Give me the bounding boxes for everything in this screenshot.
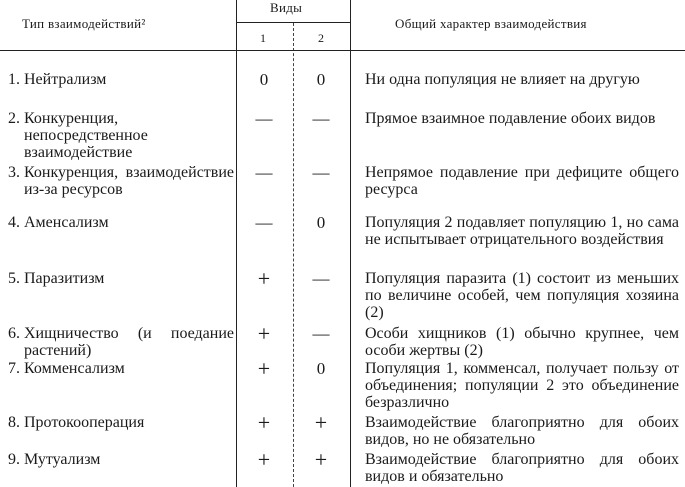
species-1-effect: —	[255, 163, 273, 182]
species-2-effect: +	[314, 410, 328, 435]
row-number: 3.	[8, 164, 20, 181]
column-divider	[350, 0, 351, 487]
species-1-header: 1	[260, 31, 267, 45]
species-2-effect: —	[312, 324, 330, 343]
row-number: 6.	[8, 325, 20, 342]
character-column-header: Общий характер взаимодействия	[395, 16, 587, 31]
header-bottom-rule	[0, 50, 685, 51]
species-1-effect: +	[257, 266, 271, 291]
species-2-effect: —	[312, 269, 330, 288]
species-2-effect: 0	[316, 70, 326, 89]
species-2-effect: —	[312, 163, 330, 182]
interaction-type: Протокооперация	[24, 414, 145, 431]
interaction-description: Особи хищников (1) обычно крупнее, чем особи жертвы (2)	[365, 325, 679, 359]
interaction-description: Ни одна популяция не влияет на другую	[365, 71, 640, 88]
species-1-effect: 0	[259, 70, 269, 89]
species-1-effect: +	[257, 356, 271, 381]
header-divider	[236, 22, 350, 23]
row-number: 7.	[8, 360, 20, 377]
interaction-description: Прямое взаимное подавление обоих видов	[365, 110, 656, 127]
interaction-description: Популяция паразита (1) состоит из меньших по величине особей, чем популяция хозяина (2)	[365, 270, 679, 321]
row-number: 5.	[8, 270, 20, 287]
column-divider	[236, 0, 237, 487]
interaction-type: Конкуренция, взаимодействие из-за ресурсов	[24, 164, 234, 198]
row-number: 2.	[8, 110, 20, 127]
interaction-description: Взаимодействие благоприятно для обоих видов и обязательно	[365, 451, 679, 485]
interaction-description: Взаимодействие благоприятно для обоих видов, но не обязательно	[365, 414, 679, 448]
species-1-effect: +	[257, 447, 271, 472]
species-1-effect: +	[257, 410, 271, 435]
species-column-header: Виды	[270, 0, 303, 15]
interaction-description: Непрямое подавление при дефиците общего ресурса	[365, 164, 679, 198]
species-1-effect: +	[257, 321, 271, 346]
species-1-effect: —	[255, 213, 273, 232]
type-column-header: Тип взаимодействий²	[22, 16, 146, 31]
interaction-type: Аменсализм	[24, 214, 109, 231]
species-1-effect: —	[255, 109, 273, 128]
interaction-description: Популяция 2 подавляет популяцию 1, но сама не испытывает отрицательного воздействия	[365, 214, 679, 248]
interaction-type: Паразитизм	[24, 270, 105, 287]
species-2-header: 2	[318, 31, 325, 45]
interaction-type: Хищничество (и поедание растений)	[24, 325, 234, 359]
row-number: 9.	[8, 451, 20, 468]
species-2-effect: 0	[316, 213, 326, 232]
species-2-effect: +	[314, 447, 328, 472]
interaction-type: Комменсализм	[24, 360, 125, 377]
species-2-effect: 0	[316, 359, 326, 378]
interaction-type: Нейтрализм	[24, 71, 107, 88]
row-number: 4.	[8, 214, 20, 231]
interaction-type: Конкуренция, непосредственное взаимодействие	[24, 110, 148, 161]
row-number: 1.	[8, 71, 20, 88]
interaction-description: Популяция 1, комменсал, получает пользу от объединения; популяции 2 это объединение безразлично	[365, 360, 679, 411]
column-divider	[293, 23, 294, 487]
row-number: 8.	[8, 414, 20, 431]
species-2-effect: —	[312, 109, 330, 128]
interaction-type: Мутуализм	[24, 451, 101, 468]
